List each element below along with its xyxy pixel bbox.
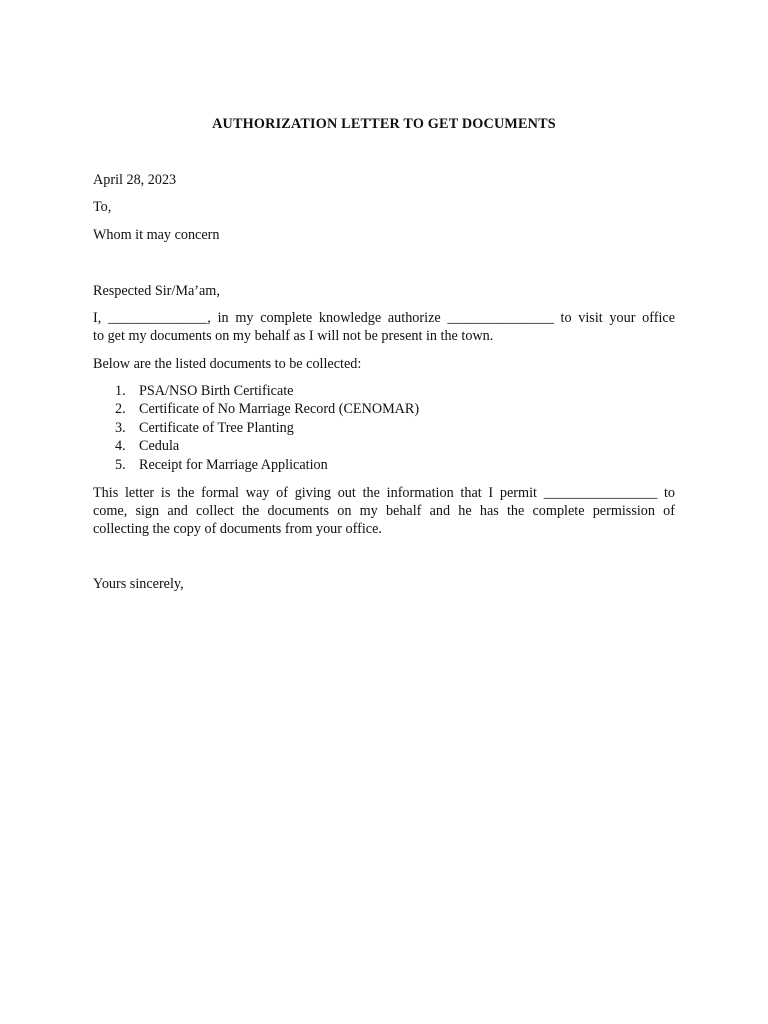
letter-salutation: Respected Sir/Ma’am, (93, 283, 220, 299)
list-item-text: PSA/NSO Birth Certificate (139, 383, 294, 399)
letter-date: April 28, 2023 (93, 172, 177, 188)
permission-paragraph (93, 484, 675, 538)
permission-paragraph-line-2: come, sign and collect the documents on my behalf and he has the complete permission of (93, 503, 675, 519)
authorization-paragraph-line-1: I, ______________, in my complete knowledge authorize _______________ to visit your office (93, 310, 675, 326)
list-item-number: 3. (115, 419, 126, 436)
authorization-paragraph-line-2: to get my documents on my behalf as I will not be present in the town. (93, 328, 494, 344)
letter-to: To, (93, 199, 112, 215)
list-item-text: Certificate of Tree Planting (139, 419, 294, 436)
list-item-text: Certificate of No Marriage Record (CENOMAR) (139, 401, 420, 418)
list-item-number: 2. (115, 401, 126, 418)
list-item-text: Cedula (139, 438, 180, 455)
list-item-text: Receipt for Marriage Application (139, 456, 328, 473)
letter-recipient: Whom it may concern (93, 227, 220, 243)
list-item-number: 1. (115, 383, 126, 399)
permission-paragraph-line-1: This letter is the formal way of giving out the information that I permit ________________ to (93, 485, 675, 501)
permission-paragraph-line-3: collecting the copy of documents from your office. (93, 521, 382, 537)
documents-list-intro: Below are the listed documents to be collected: (93, 356, 362, 372)
list-item-number: 4. (115, 438, 126, 455)
authorization-paragraph (93, 309, 675, 345)
letter-closing: Yours sincerely, (93, 576, 184, 592)
list-item-number: 5. (115, 456, 126, 473)
letter-title: AUTHORIZATION LETTER TO GET DOCUMENTS (212, 116, 556, 132)
